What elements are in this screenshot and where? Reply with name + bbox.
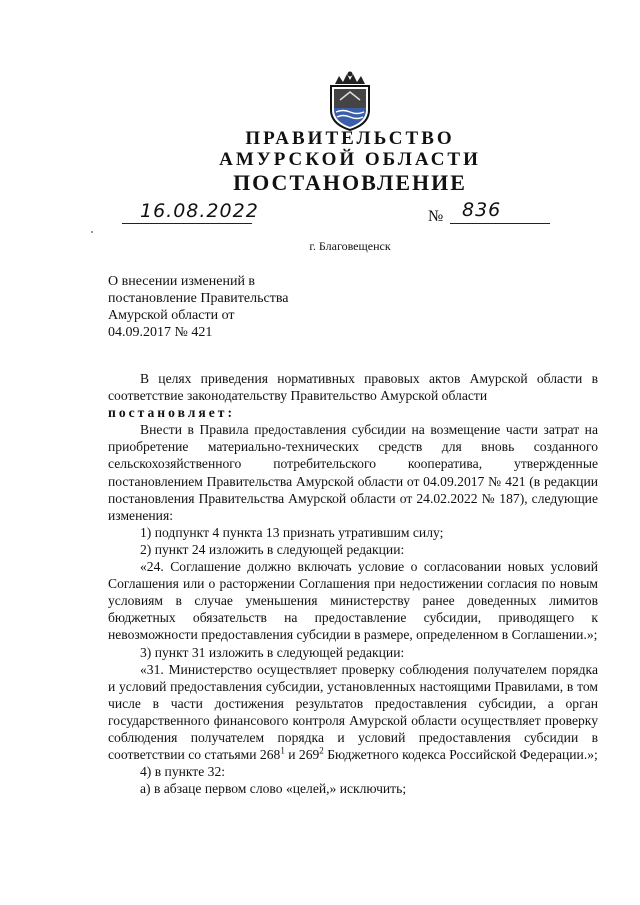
- superscript-1: 1: [280, 745, 285, 756]
- paragraph-6-part-c: Бюджетного кодекса Российской Федерации.»;: [323, 747, 598, 763]
- paragraph-5: 3) пункт 31 изложить в следующей редакции:: [140, 644, 405, 660]
- handwritten-number: 836: [462, 199, 502, 221]
- date-underline: [122, 223, 252, 224]
- paragraph-6: [108, 661, 598, 764]
- document-type-title: ПОСТАНОВЛЕНИЕ: [233, 170, 467, 195]
- paragraph-3: 2) пункт 24 изложить в следующей редакции:: [140, 541, 405, 557]
- resolves-word: постановляет:: [108, 405, 235, 421]
- paragraph-8: а) в абзаце первом слово «целей,» исключить;: [140, 781, 407, 797]
- government-title: ПРАВИТЕЛЬСТВО: [245, 128, 455, 149]
- paragraph-6-part-a: «31. Министерство осуществляет проверку соблюдения получателем порядка и условий предоставления субсидии, установленных настоящими Правилами, в том числе в части достижения результатов предоставления субсидии, а орган государственного финансового контроля Амурской области осуществляет проверку соблюдения получателем порядка и условий предоставления субсидии в соответствии со статьями 268: [108, 661, 598, 763]
- document-body: [108, 370, 598, 797]
- subject-line: 04.09.2017 № 421: [108, 325, 213, 340]
- paragraph-1: Внести в Правила предоставления субсидии на возмещение части затрат на приобретение материально-технических средств для вновь созданного сельскохозяйственного потребительского кооператива, утвержденные постановлением Правительства Амурской области от 04.09.2017 № 421 (в редакции постановления Правительства Амурской области от 24.02.2022 № 187), следующие изменения:: [108, 422, 598, 523]
- subject-line: постановление Правительства: [108, 291, 289, 306]
- resolves-line: [108, 404, 598, 421]
- amur-region-coat-of-arms-icon: [325, 70, 375, 132]
- paragraph-2: 1) подпункт 4 пункта 13 признать утратившим силу;: [140, 524, 444, 540]
- paragraph-4: «24. Соглашение должно включать условие о согласовании новых условий Соглашения или о расторжении Соглашения при недостижении согласия по новым условиям в случае уменьшения министерству ранее доведенных лимитов бюджетных обязательств на предоставление субсидии, приводящего к невозможности предоставления субсидии в размере, определенном в Соглашении.»;: [108, 559, 598, 643]
- subject-block: [108, 273, 348, 341]
- paragraph-7: 4) в пункте 32:: [140, 764, 226, 780]
- city-line: г. Благовещенск: [309, 239, 391, 253]
- paragraph-6-part-b: и 269: [284, 747, 320, 763]
- subject-line: Амурской области от: [108, 308, 235, 323]
- number-label: №: [428, 208, 444, 225]
- region-title: АМУРСКОЙ ОБЛАСТИ: [219, 149, 481, 170]
- scan-artifact: [91, 231, 93, 233]
- superscript-2: 2: [319, 745, 324, 756]
- preamble-paragraph: В целях приведения нормативных правовых актов Амурской области в соответствие законодательству Правительство Амурской области: [108, 371, 598, 404]
- handwritten-date: 16.08.2022: [140, 200, 259, 222]
- subject-line: О внесении изменений в: [108, 274, 256, 289]
- number-underline: [450, 223, 550, 224]
